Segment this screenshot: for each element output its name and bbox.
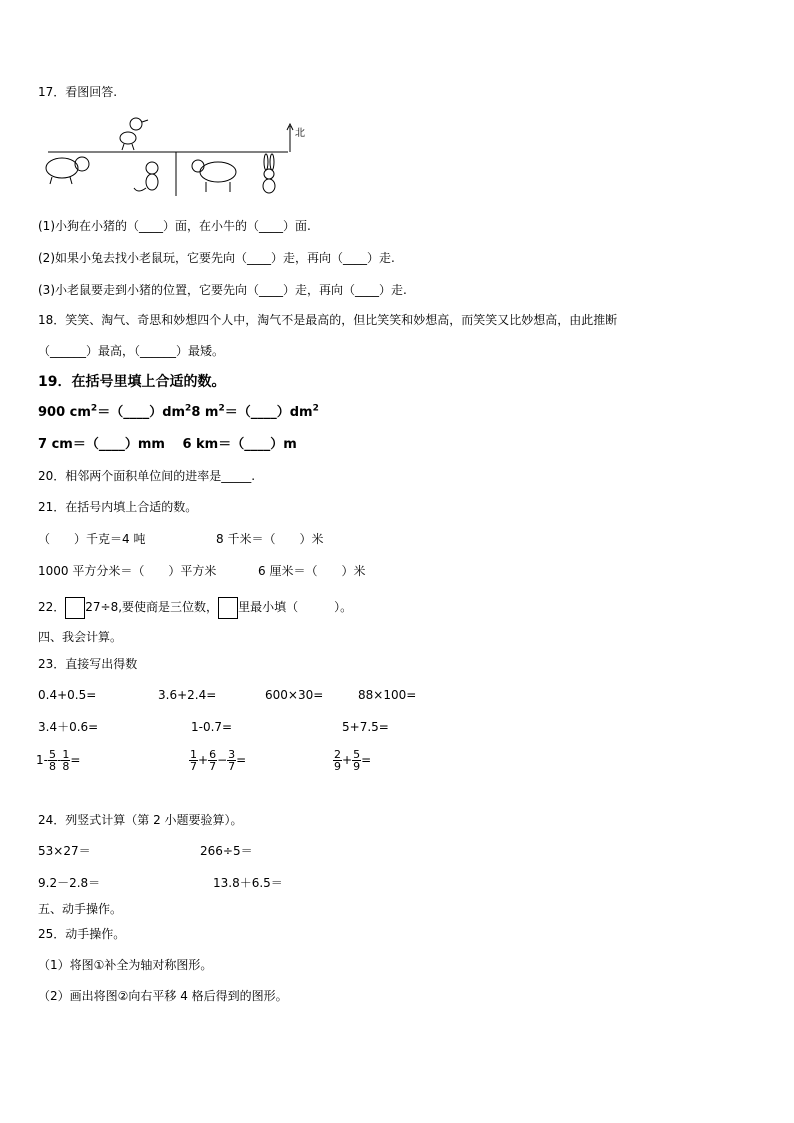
q23-r1-d: 88×100= (358, 688, 417, 702)
q21-d: 6 厘米＝（ ）米 (258, 564, 366, 578)
q21-c: 1000 平方分米＝（ ）平方米 (38, 564, 217, 578)
q22-line: 22． 27÷8,要使商是三位数， 里最小填（ ）。 (38, 596, 352, 619)
q23-title: 23．直接写出得数 (38, 657, 138, 671)
q23-r2-b: 1-0.7= (191, 720, 233, 734)
q23-r2-a: 3.4＋0.6= (38, 720, 99, 734)
q17-line-2: (2)如果小兔去找小老鼠玩，它要先向（____）走，再向（____）走. (38, 251, 395, 265)
q24-title: 24．列竖式计算（第 2 小题要验算）。 (38, 813, 243, 827)
q17-line-1: (1)小狗在小猪的（____）面，在小牛的（____）面. (38, 219, 311, 233)
q25-title: 25．动手操作。 (38, 927, 126, 941)
q20-line: 20．相邻两个面积单位间的进率是_____. (38, 469, 256, 483)
mouse-icon (134, 162, 158, 191)
q22-box-2 (218, 597, 238, 619)
q23-fraction-3: $\frac{2}{9}$ + $\frac{5}{9}$ = (334, 748, 372, 773)
pig-icon (46, 157, 89, 184)
q24-b: 266÷5＝ (200, 844, 253, 858)
q18-line-1: 18．笑笑、淘气、奇思和妙想四个人中，淘气不是最高的，但比笑笑和妙想高，而笑笑又比妙想高，由此推断 (38, 313, 618, 327)
q23-r1-a: 0.4+0.5= (38, 688, 97, 702)
section-5-title: 五、动手操作。 (38, 902, 123, 916)
dog-icon (120, 118, 148, 150)
north-arrow-icon (287, 124, 293, 152)
q17-line-3: (3)小老鼠要走到小猪的位置，它要先向（____）走，再向（____）走. (38, 283, 407, 297)
q23-fraction-2: $\frac{1}{7}$ + $\frac{6}{7}$ − $\frac{3}{7}$ = (190, 748, 247, 773)
rabbit-icon (263, 154, 275, 193)
q19-a3: 8 m (191, 405, 219, 420)
q17-title: 17．看图回答. (38, 85, 118, 99)
q22-box-1 (65, 597, 85, 619)
q21-a: （ ）千克＝4 吨 (38, 532, 146, 546)
q24-a: 53×27＝ (38, 844, 91, 858)
q19-a2: ＝（____）dm (97, 405, 186, 420)
q19-title: 19．在括号里填上合适的数。 (38, 374, 226, 390)
q23-r2-c: 5+7.5= (342, 720, 389, 734)
section-4-title: 四、我会计算。 (38, 630, 123, 644)
q18-line-2: （______）最高，（______）最矮。 (38, 344, 225, 358)
q23-fraction-1: 1- $\frac{5}{8}$ - $\frac{1}{8}$ = (36, 748, 81, 773)
q19-row-1: 900 $cm^2=(\_\_\_\_)dm^28$ $m^2=(\_\_\_\_)dm^2$ (38, 403, 319, 420)
q23-r1-b: 3.6+2.4= (158, 688, 217, 702)
north-label: 北 (295, 128, 305, 139)
q25-line-2: （2）画出将图②向右平移 4 格后得到的图形。 (38, 989, 288, 1003)
q21-title: 21．在括号内填上合适的数。 (38, 500, 198, 514)
q19-row-2: 7 cm＝（____）mm 6 km＝（____）m (38, 437, 297, 452)
q19-a1: 900 cm (38, 405, 91, 420)
q24-d: 13.8＋6.5＝ (213, 876, 283, 890)
q19-a4: ＝（____）dm (224, 405, 313, 420)
animal-position-figure (38, 112, 318, 196)
q25-line-1: （1）将图①补全为轴对称图形。 (38, 958, 213, 972)
q21-b: 8 千米＝（ ）米 (216, 532, 324, 546)
cow-icon (192, 160, 236, 192)
q24-c: 9.2－2.8＝ (38, 876, 101, 890)
q23-r1-c: 600×30= (265, 688, 324, 702)
